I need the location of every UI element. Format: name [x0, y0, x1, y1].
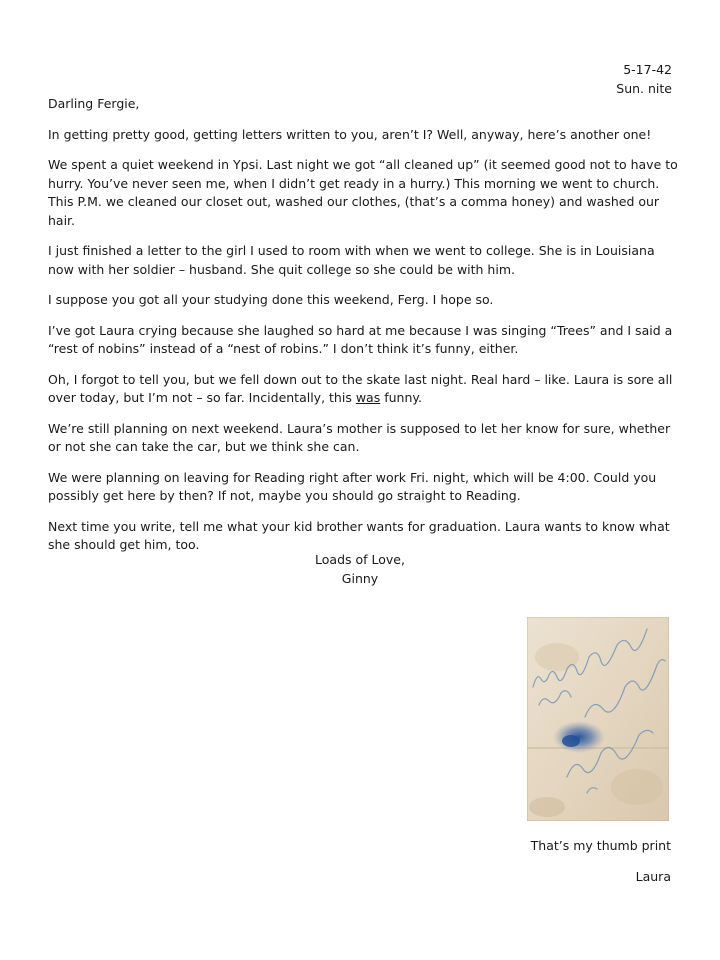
letter-body [48, 95, 678, 567]
thumbprint-caption: That’s my thumb print [530, 838, 671, 853]
paragraph: I suppose you got all your studying done this weekend, Ferg. I hope so. [48, 292, 494, 307]
thumbprint-image [527, 617, 669, 821]
paragraph-text: funny. [380, 390, 422, 405]
paragraph-text: Oh, I forgot to tell you, but we fell down out to the skate last night. Real hard – like. Laura is sore all over today, but I’m not – so far. Incidentally, this [48, 371, 673, 405]
closing-name: Ginny [341, 571, 379, 586]
date-block [616, 60, 672, 98]
letter-day: Sun. nite [616, 81, 672, 96]
closing-block [0, 550, 720, 588]
closing-line: Loads of Love, [315, 552, 405, 567]
letter-date: 5-17-42 [623, 62, 672, 77]
paragraph: We’re still planning on next weekend. Laura’s mother is supposed to let her know for sure, whether or not she can take the car, but we think she can. [48, 420, 671, 454]
paragraph: Next time you write, tell me what your kid brother wants for graduation. Laura wants to know what she should get him, too. [48, 518, 670, 552]
paragraph [48, 371, 678, 408]
paragraph: We were planning on leaving for Reading right after work Fri. night, which will be 4:00. Could you possibly get here by then? If not, maybe you should go straight to Reading. [48, 469, 657, 503]
paragraph: I’ve got Laura crying because she laughed so hard at me because I was singing “Trees” and I said a “rest of nobins” instead of a “nest of robins.” I don’t think it’s funny, either. [48, 322, 673, 356]
paragraph: In getting pretty good, getting letters written to you, aren’t I? Well, anyway, here’s another one! [48, 126, 652, 142]
underlined-word: was [355, 390, 381, 405]
salutation: Darling Fergie, [48, 96, 140, 111]
paragraph: I just finished a letter to the girl I used to room with when we went to college. She is in Louisiana now with her soldier – husband. She quit college so she could be with him. [48, 243, 655, 277]
signature: Laura [635, 869, 671, 884]
paragraph: We spent a quiet weekend in Ypsi. Last night we got “all cleaned up” (it seemed good not to have to hurry. You’ve never seen me, when I didn’t get ready in a hurry.) This morning we went to church. This P.M. we cleaned our closet out, washed our clothes, (that’s a comma honey) and washed our hair. [48, 157, 678, 228]
